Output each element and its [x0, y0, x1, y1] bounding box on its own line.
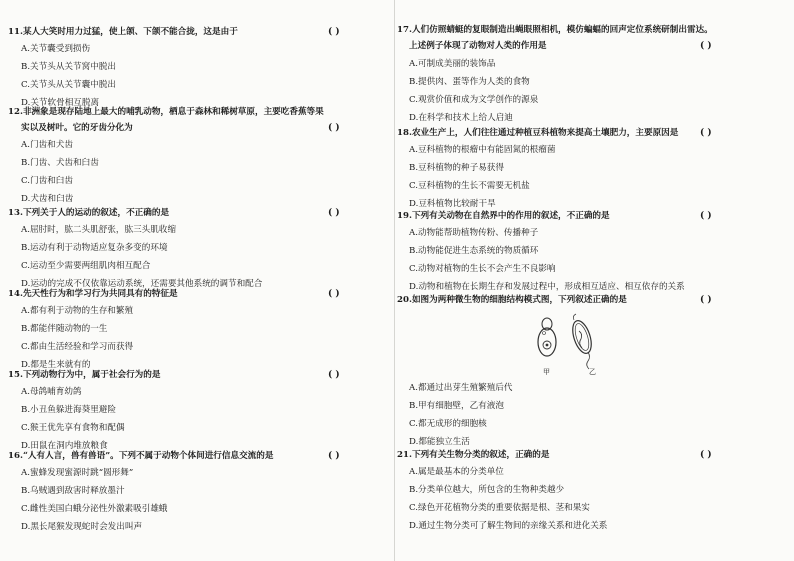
option-d: D.黑长尾猴发现蛇时会发出叫声 [21, 522, 143, 532]
question-stem-cont: 上述例子体现了动物对人类的作用是 [409, 41, 547, 51]
question-stem: 19.下列有关动物在自然界中的作用的叙述，不正确的是 [397, 211, 610, 221]
option-d: D.田鼠在洞内堆放粮食 [21, 441, 108, 451]
option-c: C.都无成形的细胞核 [409, 419, 487, 429]
option-b: B.关节头从关节窝中脱出 [21, 62, 116, 72]
option-c: C.绿色开花植物分类的重要依据是根、茎和果实 [409, 503, 590, 513]
figure-label-yi: 乙 [589, 368, 596, 376]
option-d: D.犬齿和臼齿 [21, 194, 74, 204]
option-c: C.豆科植物的生长不需要无机盐 [409, 181, 530, 191]
option-d: D.动物和植物在长期生存和发展过程中，形成相互适应、相互依存的关系 [409, 282, 685, 292]
option-d: D.运动的完成不仅依靠运动系统，还需要其他系统的调节和配合 [21, 279, 263, 289]
option-a: A.都有利于动物的生存和繁殖 [21, 306, 134, 316]
option-b: B.豆科植物的种子易获得 [409, 163, 504, 173]
answer-blank[interactable]: ( ) [328, 289, 340, 299]
option-d: D.豆科植物比较耐干旱 [409, 199, 496, 209]
answer-blank[interactable]: ( ) [700, 450, 712, 460]
option-a: A.关节囊受到损伤 [21, 44, 91, 54]
answer-blank[interactable]: ( ) [328, 27, 340, 37]
option-d: D.在科学和技术上给人启迪 [409, 113, 513, 123]
figure-label-jia: 甲 [543, 368, 550, 376]
option-c: C.关节头从关节囊中脱出 [21, 80, 116, 90]
option-a: A.动物能帮助植物传粉、传播种子 [409, 228, 539, 238]
option-c: C.都由生活经验和学习而获得 [21, 342, 134, 352]
option-c: C.运动至少需要两组肌肉相互配合 [21, 261, 151, 271]
right-column [397, 0, 794, 561]
option-a: A.屈肘时，肱二头肌舒张，肱三头肌收缩 [21, 225, 177, 235]
question-stem-cont: 实以及树叶。它的牙齿分化为 [21, 123, 133, 133]
option-b: B.都能伴随动物的一生 [21, 324, 108, 334]
option-a: A.母鸽哺育幼鸽 [21, 387, 82, 397]
question-stem: 17.人们仿照蜻蜓的复眼制造出蝇眼照相机，模仿蝙蝠的回声定位系统研制出雷达。 [397, 25, 713, 35]
question-stem: 20.如图为两种微生物的细胞结构模式图，下列叙述正确的是 [397, 295, 627, 305]
option-b: B.乌贼遇到敌害时释放墨汁 [21, 486, 125, 496]
option-b: B.提供肉、蛋等作为人类的食物 [409, 77, 530, 87]
answer-blank[interactable]: ( ) [328, 370, 340, 380]
option-a: A.属是最基本的分类单位 [409, 467, 504, 477]
left-column [0, 0, 392, 561]
answer-blank[interactable]: ( ) [328, 208, 340, 218]
question-stem: 16.“人有人言，兽有兽语”。下列不属于动物个体间进行信息交流的是 [8, 451, 274, 461]
option-d: D.关节软骨相互脱离 [21, 98, 100, 108]
option-b: B.小丑鱼躲进海葵里避险 [21, 405, 116, 415]
column-divider [394, 0, 395, 561]
option-a: A.蜜蜂发现蜜源时跳“圆形舞” [21, 468, 134, 478]
option-b: B.动物能促进生态系统的物质循环 [409, 246, 539, 256]
option-b: B.甲有细胞壁，乙有液泡 [409, 401, 504, 411]
question-stem: 15.下列动物行为中，属于社会行为的是 [8, 370, 161, 380]
cell-jia [538, 318, 556, 356]
option-b: B.运动有利于动物适应复杂多变的环境 [21, 243, 168, 253]
option-a: A.豆科植物的根瘤中有能固氮的根瘤菌 [409, 145, 556, 155]
question-stem: 21.下列有关生物分类的叙述，正确的是 [397, 450, 550, 460]
option-a: A.都通过出芽生殖繁殖后代 [409, 383, 513, 393]
answer-blank[interactable]: ( ) [700, 128, 712, 138]
option-d: D.通过生物分类可了解生物间的亲缘关系和进化关系 [409, 521, 608, 531]
option-c: C.观赏价值和成为文学创作的源泉 [409, 95, 539, 105]
answer-blank[interactable]: ( ) [328, 451, 340, 461]
answer-blank[interactable]: ( ) [700, 41, 712, 51]
option-c: C.猴王优先享有食物和配偶 [21, 423, 125, 433]
cell-yi [569, 314, 595, 369]
option-d: D.都能独立生活 [409, 437, 470, 447]
answer-blank[interactable]: ( ) [328, 123, 340, 133]
option-a: A.可制成美丽的装饰品 [409, 59, 496, 69]
question-stem: 11.某人大笑时用力过猛，使上颌、下颌不能合拢，这是由于 [8, 27, 238, 37]
option-c: C.动物对植物的生长不会产生不良影响 [409, 264, 556, 274]
option-b: B.门齿、犬齿和臼齿 [21, 158, 99, 168]
option-d: D.都是生来就有的 [21, 360, 91, 370]
question-stem: 12.非洲象是现存陆地上最大的哺乳动物，栖息于森林和稀树草原，主要吃香蕉等果 [8, 107, 324, 117]
question-stem: 14.先天性行为和学习行为共同具有的特征是 [8, 289, 178, 299]
answer-blank[interactable]: ( ) [700, 211, 712, 221]
question-stem: 13.下列关于人的运动的叙述，不正确的是 [8, 208, 170, 218]
option-a: A.门齿和犬齿 [21, 140, 73, 150]
option-c: C.门齿和臼齿 [21, 176, 73, 186]
microorganism-figure [527, 311, 607, 373]
option-c: C.雌性美国白蛾分泌性外激素吸引雄蛾 [21, 504, 168, 514]
question-stem: 18.农业生产上，人们往往通过种植豆科植物来提高土壤肥力，主要原因是 [397, 128, 679, 138]
answer-blank[interactable]: ( ) [700, 295, 712, 305]
option-b: B.分类单位越大，所包含的生物种类越少 [409, 485, 565, 495]
